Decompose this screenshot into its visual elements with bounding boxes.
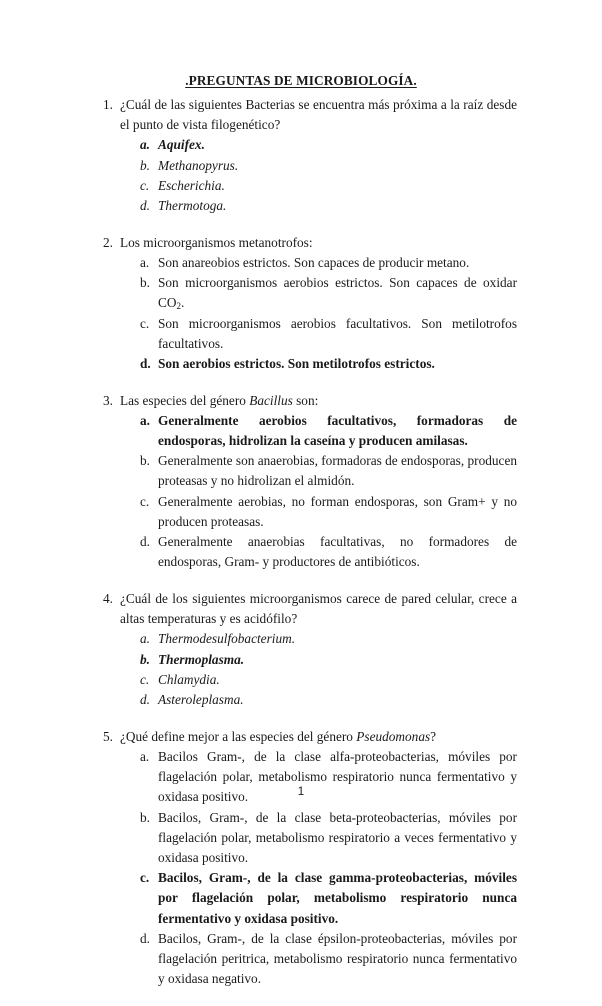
option-letter: b. [140, 453, 150, 469]
option-text: Son aerobios estrictos. Son metilotrofos estrictos. [158, 355, 435, 371]
option-text: Bacilos, Gram-, de la clase beta-proteobacterias, móviles por flagelación polar, metabolismo respiratorio a veces fermentativo y oxidasa positivo. [158, 809, 517, 865]
option-text: Generalmente son anaerobias, formadoras de endosporas, producen proteasas y no hidrolizan el almidón. [158, 453, 517, 489]
question-text-part: ? [430, 728, 437, 744]
option-c [120, 176, 517, 196]
option-letter: c. [140, 493, 150, 509]
answer-options [120, 135, 517, 216]
option-c [120, 670, 517, 690]
option-letter: b. [140, 651, 150, 667]
question-3 [103, 391, 517, 573]
answer-options [120, 253, 517, 374]
genus-name: Pseudomonas [356, 728, 431, 744]
option-text: Asteroleplasma. [158, 691, 244, 707]
answer-options [120, 747, 517, 989]
option-text: Bacilos Gram-, de la clase alfa-proteobacterias, móviles por flagelación polar, metabolismo respiratorio nunca fermentativo y oxidasa positivo. [158, 748, 517, 805]
option-b [120, 451, 517, 491]
question-text [120, 391, 517, 411]
option-a-correct [120, 135, 517, 155]
option-letter: a. [140, 412, 150, 428]
option-letter: d. [140, 534, 150, 550]
option-letter: c. [140, 177, 150, 193]
option-letter: b. [140, 809, 150, 825]
question-text-part: Las especies del género [120, 392, 250, 408]
option-b-correct [120, 650, 517, 670]
option-d [120, 196, 517, 216]
option-b [120, 273, 517, 313]
option-text: Son anareobios estrictos. Son capaces de producir metano. [158, 254, 470, 270]
question-text-part: ¿Cuál de los siguientes microorganismos carece de pared celular, crece a altas temperaturas y es acidófilo? [120, 590, 517, 627]
option-text: Thermoplasma. [158, 651, 245, 667]
option-d-correct [120, 354, 517, 374]
option-d [120, 532, 517, 572]
question-text-part: son: [292, 392, 319, 408]
option-letter: a. [140, 254, 150, 270]
option-letter: d. [140, 691, 150, 707]
option-b [120, 808, 517, 869]
page-number: 1 [297, 786, 305, 798]
option-letter: d. [140, 198, 150, 214]
option-letter: d. [140, 355, 151, 371]
question-number: 1. [103, 97, 113, 112]
option-text: Chlamydia. [158, 671, 220, 687]
question-text [120, 95, 517, 135]
question-text-part: ¿Cuál de las siguientes Bacterias se encuentra más próxima a la raíz desde el punto de vista filogenético? [120, 97, 517, 133]
option-d [120, 929, 517, 990]
question-text [120, 727, 517, 747]
option-letter: a. [140, 748, 150, 764]
option-text: Son microorganismos aerobios estrictos. Son capaces de oxidar CO [158, 275, 517, 311]
option-text: Thermotoga. [158, 198, 227, 214]
option-text: Generalmente aerobios facultativos, formadoras de endosporas, hidrolizan la caseína y producen amilasas. [158, 412, 517, 449]
question-text-part: Los microorganismos metanotrofos: [120, 234, 313, 250]
option-letter: c. [140, 671, 150, 687]
option-letter: b. [140, 275, 150, 291]
question-number: 4. [103, 590, 113, 606]
option-text: Thermodesulfobacterium. [158, 631, 296, 647]
option-d [120, 690, 517, 710]
question-5 [103, 727, 517, 990]
option-a [120, 253, 517, 273]
question-number: 2. [103, 234, 113, 250]
option-a [120, 629, 517, 649]
subscript: 2 [176, 301, 181, 312]
option-b [120, 156, 517, 176]
answer-options [120, 411, 517, 573]
option-letter: c. [140, 870, 150, 886]
question-1 [103, 95, 517, 216]
option-a [120, 747, 517, 808]
option-text: Generalmente aerobias, no forman endosporas, son Gram+ y no producen proteasas. [158, 493, 517, 529]
option-text: Escherichia. [158, 177, 225, 193]
genus-name: Bacillus [249, 392, 293, 408]
option-text: Son microorganismos aerobios facultativos. Son metilotrofos facultativos. [158, 315, 517, 351]
answer-options [120, 629, 517, 710]
option-c-correct [120, 868, 517, 929]
option-a-correct [120, 411, 517, 451]
question-2 [103, 233, 517, 374]
question-text-part: ¿Qué define mejor a las especies del género [120, 728, 357, 744]
option-letter: d. [140, 930, 150, 946]
option-letter: a. [140, 631, 150, 647]
option-letter: b. [140, 157, 150, 173]
question-4 [103, 589, 517, 710]
option-letter: a. [140, 137, 150, 153]
option-letter: c. [140, 315, 150, 331]
question-list [103, 95, 517, 1006]
question-number: 5. [103, 728, 113, 744]
option-c [120, 314, 517, 354]
question-number: 3. [103, 392, 113, 408]
document-title: .PREGUNTAS DE MICROBIOLOGÍA. [185, 73, 417, 88]
question-text [120, 233, 517, 253]
option-text: Methanopyrus. [158, 157, 239, 173]
option-text: Aquifex. [158, 137, 205, 153]
option-suffix: . [180, 295, 185, 311]
option-text: Generalmente anaerobias facultativas, no formadores de endosporas, Gram- y productores de antibióticos. [158, 534, 517, 570]
option-text: Bacilos, Gram-, de la clase gamma-proteobacterias, móviles por flagelación polar, metabolismo respiratorio nunca fermentativo y oxidasa positivo. [158, 870, 517, 926]
option-c [120, 492, 517, 532]
option-text: Bacilos, Gram-, de la clase épsilon-proteobacterias, móviles por flagelación peritrica, metabolismo respiratorio nunca fermentativo y oxidasa negativo. [158, 930, 517, 987]
question-text [120, 589, 517, 629]
